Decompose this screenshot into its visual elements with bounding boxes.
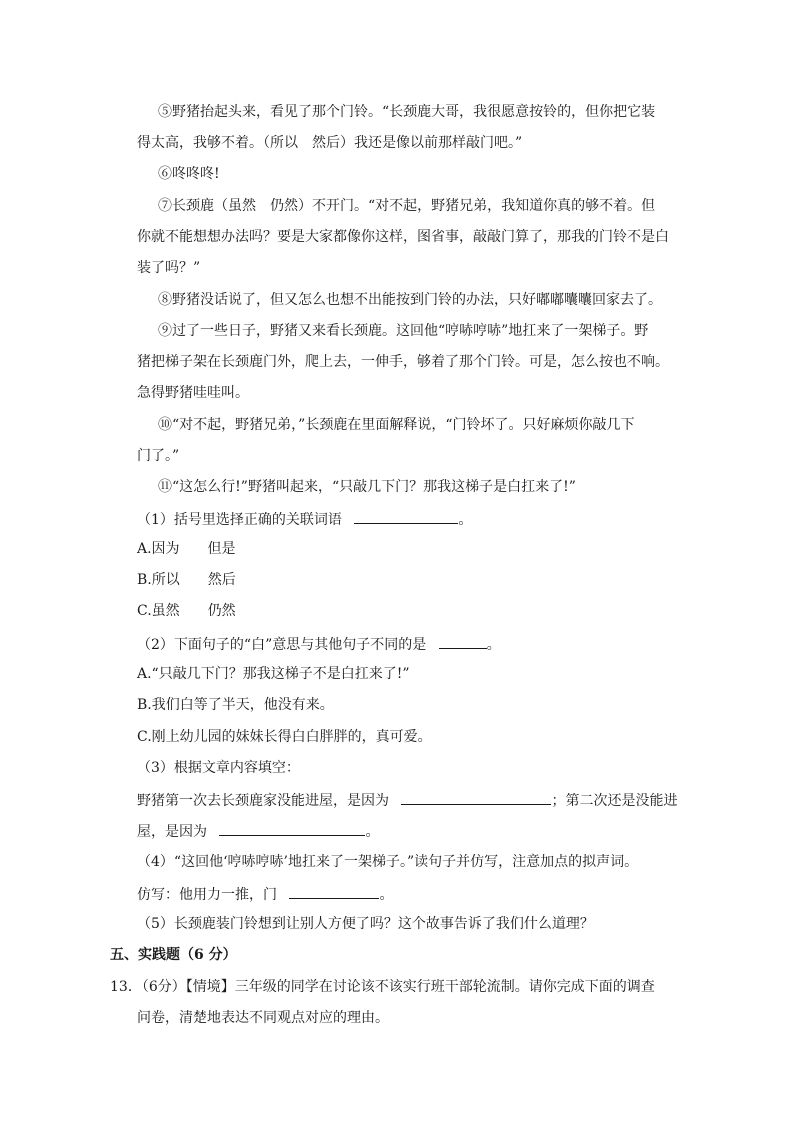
- question-3-line1-text: 野猪第一次去长颈鹿家没能进屋，是因为: [137, 793, 389, 809]
- passage-p7-line1: ⑦长颈鹿（虽然 仍然）不开门。“对不起，野猪兄弟，我知道你真的够不着。但: [158, 198, 656, 214]
- question-4-line2-text: 仿写：他用力一推，门: [137, 887, 277, 903]
- question-3-line1: [137, 789, 677, 809]
- question-2-end: 。: [486, 637, 501, 653]
- question-1: [137, 508, 472, 528]
- question-3-line2-tail: 。: [365, 824, 380, 840]
- question-1-answer-blank[interactable]: [354, 508, 458, 524]
- question-13-line1: 13．（6分）【情境】三年级的同学在讨论该不该实行班干部轮流制。请你完成下面的调查: [110, 979, 655, 995]
- passage-p5-line2: 得太高，我够不着。（所以 然后）我还是像以前那样敲门吧。”: [137, 135, 523, 151]
- passage-p9-line3: 急得野猪哇哇叫。: [137, 385, 249, 401]
- question-1-end: 。: [458, 512, 473, 528]
- question-2-answer-blank[interactable]: [439, 633, 487, 649]
- question-4-stem: （4）“这回他‘哼哧哼哧’地扛来了一架梯子。”读句子并仿写，注意加点的拟声词。: [137, 854, 639, 870]
- question-13-line2: 问卷，清楚地表达不同观点对应的理由。: [137, 1010, 389, 1026]
- passage-p11-line1: ⑪“这怎么行!”野猪叫起来，“只敲几下门？那我这梯子是白扛来了!”: [158, 479, 576, 495]
- passage-p7-line3: 装了吗？”: [137, 260, 201, 276]
- question-2-option-a: A.“只敲几下门？那我这梯子不是白扛来了!”: [137, 666, 410, 682]
- question-5-stem: （5）长颈鹿装门铃想到让别人方便了吗？这个故事告诉了我们什么道理？: [137, 916, 594, 932]
- question-3-blank-first-visit[interactable]: [401, 789, 551, 805]
- question-4-imitation-blank[interactable]: [289, 883, 379, 899]
- question-3-line2-text: 屋，是因为: [137, 824, 207, 840]
- question-4-line2-tail: 。: [379, 887, 394, 903]
- passage-p9-line2: 猪把梯子架在长颈鹿门外，爬上去，一伸手，够着了那个门铃。可是，怎么按也不响。: [137, 354, 669, 370]
- question-2: [137, 633, 501, 653]
- question-2-option-c: C.刚上幼儿园的妹妹长得白白胖胖的，真可爱。: [137, 729, 432, 745]
- question-3-line2: [137, 820, 379, 840]
- question-3-blank-second-visit[interactable]: [219, 820, 365, 836]
- passage-p8-line1: ⑧野猪没话说了，但又怎么也想不出能按到门铃的办法，只好嘟嘟囔囔回家去了。: [158, 292, 662, 308]
- passage-p10-line2: 门了。”: [137, 448, 180, 464]
- passage-p10-line1: ⑩“对不起，野猪兄弟，”长颈鹿在里面解释说，“门铃坏了。只好麻烦你敲几下: [158, 417, 635, 433]
- question-4-line2: [137, 883, 393, 903]
- question-1-stem: （1）括号里选择正确的关联词语: [137, 512, 342, 528]
- passage-p6-line1: ⑥咚咚咚!: [158, 166, 220, 182]
- question-1-option-b: B.所以 然后: [137, 572, 236, 588]
- passage-p5-line1: ⑤野猪抬起头来，看见了那个门铃。“长颈鹿大哥，我很愿意按铃的，但你把它装: [158, 104, 656, 120]
- question-1-option-c: C.虽然 仍然: [137, 603, 236, 619]
- question-2-option-b: B.我们白等了半天，他没有来。: [137, 697, 334, 713]
- passage-p7-line2: 你就不能想想办法吗？要是大家都像你这样，图省事，敲敲门算了，那我的门铃不是白: [137, 229, 669, 245]
- passage-p9-line1: ⑨过了一些日子，野猪又来看长颈鹿。这回他“哼哧哼哧”地扛来了一架梯子。野: [158, 323, 649, 339]
- section-5-heading: 五、实践题（6 分）: [110, 947, 237, 963]
- question-1-option-a: A.因为 但是: [137, 541, 236, 557]
- question-3-stem: （3）根据文章内容填空：: [137, 760, 300, 776]
- question-2-stem: （2）下面句子的“白”意思与其他句子不同的是: [137, 637, 427, 653]
- question-3-line1-tail: ；第二次还是没能进: [551, 793, 678, 809]
